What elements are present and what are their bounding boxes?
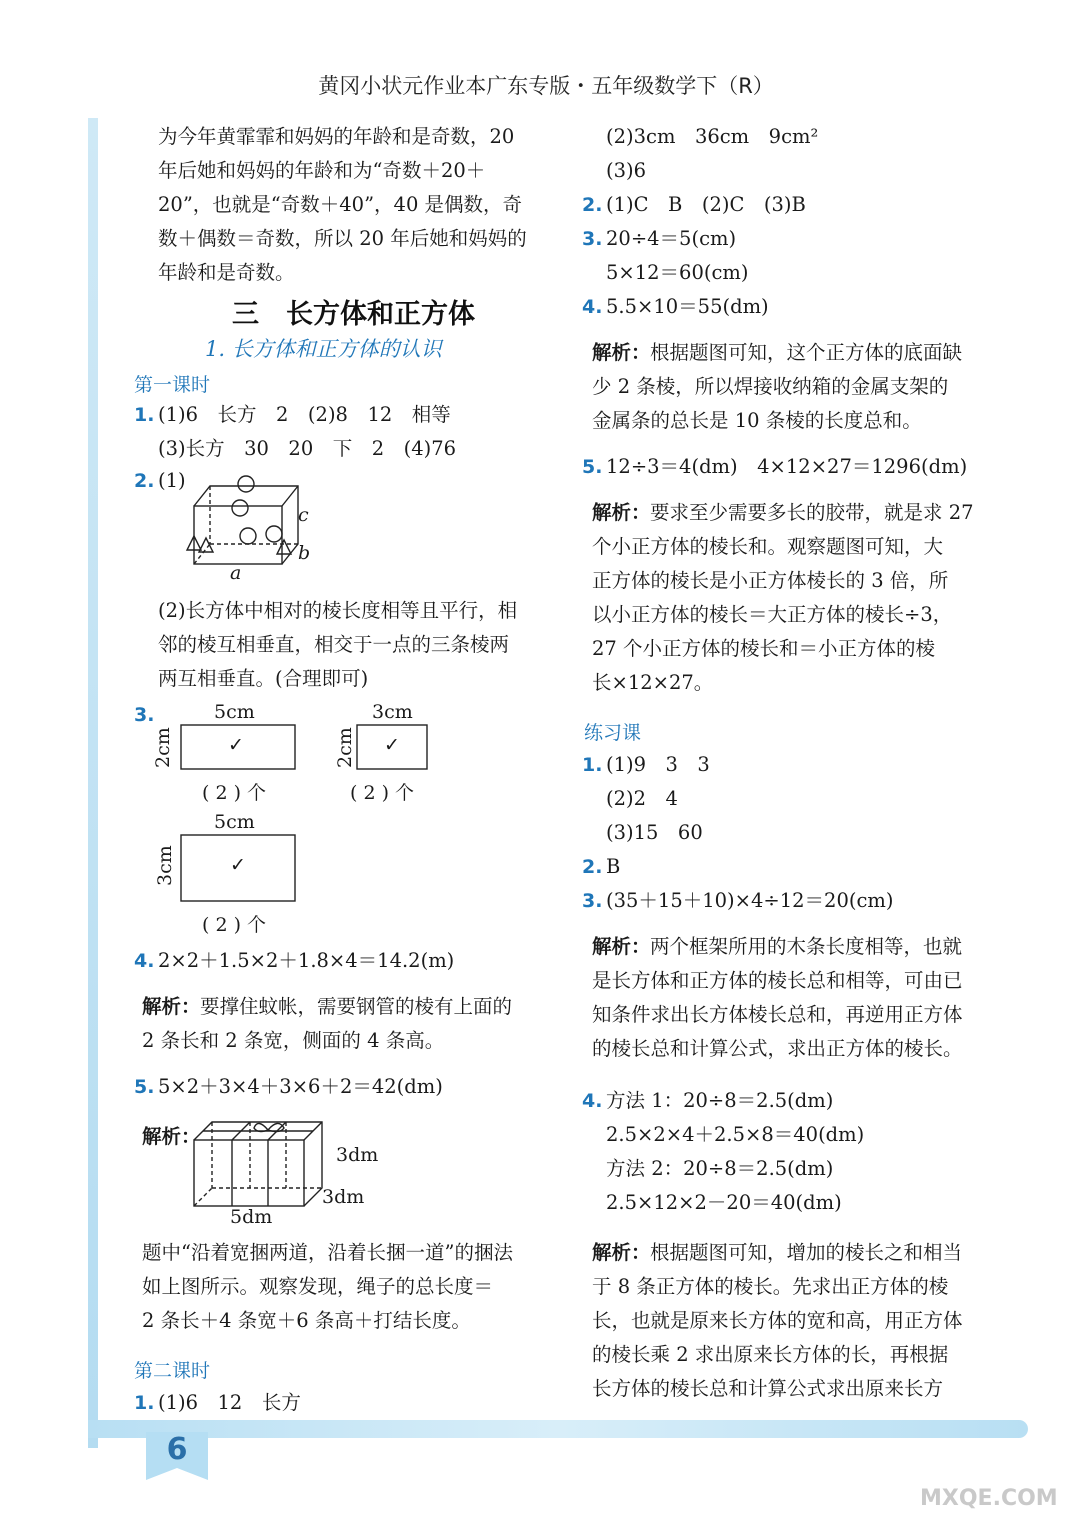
answer-line: (2)2 4 xyxy=(606,787,678,810)
question-number: 5. xyxy=(582,456,603,478)
analysis-label: 解析： xyxy=(592,935,651,958)
analysis-line: 正方体的棱长是小正方体棱长的 3 倍，所 xyxy=(592,569,949,592)
answer-line: (1)9 3 3 xyxy=(606,753,710,776)
analysis-line: 两个框架所用的木条长度相等，也就 xyxy=(650,935,963,958)
check-mark: ✓ xyxy=(228,734,244,756)
answer-line: (2)3cm 36cm 9cm² xyxy=(606,125,819,148)
chapter-title: 三 长方体和正方体 xyxy=(232,299,475,330)
question-number: 3. xyxy=(582,228,603,250)
count-label: ( 2 ) 个 xyxy=(202,782,267,804)
question-number: 2. xyxy=(582,194,603,216)
answer-line: (3)长方 30 20 下 2 (4)76 xyxy=(158,437,457,460)
answer-line: 方法 2：20÷8＝2.5(dm) xyxy=(606,1157,834,1180)
answer-line: (1)C B (2)C (3)B xyxy=(606,193,806,216)
analysis-label: 解析： xyxy=(592,1241,651,1264)
analysis-line: 长方体的棱长总和计算公式求出原来长方 xyxy=(592,1377,944,1400)
answer-line: B xyxy=(606,855,621,878)
page-header: 黄冈小状元作业本广东专版・五年级数学下（R） xyxy=(318,74,774,98)
answer-line: 5×2＋3×4＋3×6＋2＝42(dm) xyxy=(158,1075,443,1098)
question-number: 4. xyxy=(582,296,603,318)
side-decoration-bar xyxy=(88,118,98,1448)
question-number: 2. xyxy=(134,470,155,492)
question-number: 3. xyxy=(134,704,155,726)
question-number: 5. xyxy=(134,1076,155,1098)
count-label: ( 2 ) 个 xyxy=(350,782,415,804)
question-number: 4. xyxy=(134,950,155,972)
section-title: 1. 长方体和正方体的认识 xyxy=(205,337,442,361)
analysis-line: 是长方体和正方体的棱长总和相等，可由已 xyxy=(592,969,963,992)
analysis-label: 解析： xyxy=(142,995,201,1018)
answer-line: 20÷4＝5(cm) xyxy=(606,227,737,250)
lesson-heading: 第一课时 xyxy=(134,374,211,396)
check-mark: ✓ xyxy=(230,854,246,876)
edge-label-a: a xyxy=(230,562,242,584)
answer-line: 2.5×2×4＋2.5×8＝40(dm) xyxy=(606,1123,865,1146)
answer-line: (35＋15＋10)×4÷12＝20(cm) xyxy=(606,889,894,912)
analysis-line: 要撑住蚊帐，需要钢管的棱有上面的 xyxy=(200,995,513,1018)
answer-line: 两互相垂直。(合理即可) xyxy=(158,667,369,690)
edge-label-c: c xyxy=(298,504,309,526)
analysis-label: 解析： xyxy=(592,501,651,524)
rect-top-label: 5cm xyxy=(214,811,255,833)
analysis-line: 的棱长总和计算公式，求出正方体的棱长。 xyxy=(592,1037,963,1060)
analysis-line: 根据题图可知，增加的棱长之和相当 xyxy=(650,1241,963,1264)
answer-line: 2.5×12×2－20＝40(dm) xyxy=(606,1191,842,1214)
analysis-line: 长×12×27。 xyxy=(592,671,714,694)
analysis-label: 解析： xyxy=(592,341,651,364)
analysis-line: 2 条长和 2 条宽，侧面的 4 条高。 xyxy=(142,1029,445,1052)
check-mark: ✓ xyxy=(384,734,400,756)
question-number: 3. xyxy=(582,890,603,912)
analysis-line: 以小正方体的棱长＝大正方体的棱长÷3， xyxy=(592,603,953,626)
analysis-line: 2 条长＋4 条宽＋6 条高＋打结长度。 xyxy=(142,1309,471,1332)
analysis-line: 知条件求出长方体棱长总和，再逆用正方体 xyxy=(592,1003,963,1026)
answer-line: (1)6 长方 2 (2)8 12 相等 xyxy=(158,403,451,426)
analysis-line: 要求至少需要多长的胶带，就是求 27 xyxy=(650,501,974,524)
question-number: 1. xyxy=(134,1392,155,1414)
analysis-line: 27 个小正方体的棱长和＝小正方体的棱 xyxy=(592,637,936,660)
box-width-label: 3dm xyxy=(322,1186,365,1208)
question-number: 4. xyxy=(582,1090,603,1112)
analysis-line: 的棱长乘 2 求出原来长方体的长，再根据 xyxy=(592,1343,949,1366)
answer-line: 12÷3＝4(dm) 4×12×27＝1296(dm) xyxy=(606,455,968,478)
watermark: MXQE.COM xyxy=(920,1486,1058,1511)
question-number: 1. xyxy=(134,404,155,426)
rect-side-label: 3cm xyxy=(154,845,176,886)
intro-line: 年龄和是奇数。 xyxy=(158,261,295,284)
analysis-line: 少 2 条棱，所以焊接收纳箱的金属支架的 xyxy=(592,375,949,398)
bottom-decoration-bar xyxy=(88,1420,1028,1438)
analysis-line: 如上图所示。观察发现，绳子的总长度＝ xyxy=(142,1275,494,1298)
question-number: 1. xyxy=(582,754,603,776)
edge-label-b: b xyxy=(298,542,311,564)
answer-line: 2×2＋1.5×2＋1.8×4＝14.2(m) xyxy=(158,949,455,972)
count-label: ( 2 ) 个 xyxy=(202,914,267,936)
rect-top-label: 5cm xyxy=(214,701,255,723)
intro-line: 20”，也就是“奇数＋40”，40 是偶数，奇 xyxy=(158,193,523,216)
lesson-heading: 第二课时 xyxy=(134,1360,211,1382)
rect-top-label: 3cm xyxy=(372,701,413,723)
answer-line: 5×12＝60(cm) xyxy=(606,261,749,284)
rect-side-label: 2cm xyxy=(152,727,174,768)
practice-heading: 练习课 xyxy=(584,722,642,744)
answer-line: (2)长方体中相对的棱长度相等且平行，相 xyxy=(158,599,518,622)
intro-line: 为今年黄霏霏和妈妈的年龄和是奇数，20 xyxy=(158,125,515,148)
answer-line: (3)15 60 xyxy=(606,821,703,844)
answer-line: (3)6 xyxy=(606,159,647,182)
analysis-line: 根据题图可知，这个正方体的底面缺 xyxy=(650,341,963,364)
box-height-label: 3dm xyxy=(336,1144,379,1166)
box-length-label: 5dm xyxy=(230,1206,273,1228)
page-number: 6 xyxy=(166,1432,188,1467)
answer-line: 邻的棱互相垂直，相交于一点的三条棱两 xyxy=(158,633,510,656)
analysis-line: 长，也就是原来长方体的宽和高，用正方体 xyxy=(592,1309,963,1332)
rect-side-label: 2cm xyxy=(334,727,356,768)
answer-line: 方法 1：20÷8＝2.5(dm) xyxy=(606,1089,834,1112)
analysis-line: 个小正方体的棱长和。观察题图可知，大 xyxy=(592,535,944,558)
intro-line: 数＋偶数＝奇数，所以 20 年后她和妈妈的 xyxy=(158,227,527,250)
question-number: 2. xyxy=(582,856,603,878)
answer-line: 5.5×10＝55(dm) xyxy=(606,295,769,318)
cuboid-diagram xyxy=(186,476,326,586)
analysis-line: 题中“沿着宽捆两道，沿着长捆一道”的捆法 xyxy=(142,1241,513,1264)
gift-box-diagram xyxy=(192,1118,332,1210)
intro-line: 年后她和妈妈的年龄和为“奇数＋20＋ xyxy=(158,159,486,182)
analysis-line: 金属条的总长是 10 条棱的长度总和。 xyxy=(592,409,922,432)
analysis-line: 于 8 条正方体的棱长。先求出正方体的棱 xyxy=(592,1275,949,1298)
answer-line: (1) xyxy=(158,469,186,492)
answer-line: (1)6 12 长方 xyxy=(158,1391,301,1414)
analysis-label: 解析： xyxy=(142,1125,201,1148)
